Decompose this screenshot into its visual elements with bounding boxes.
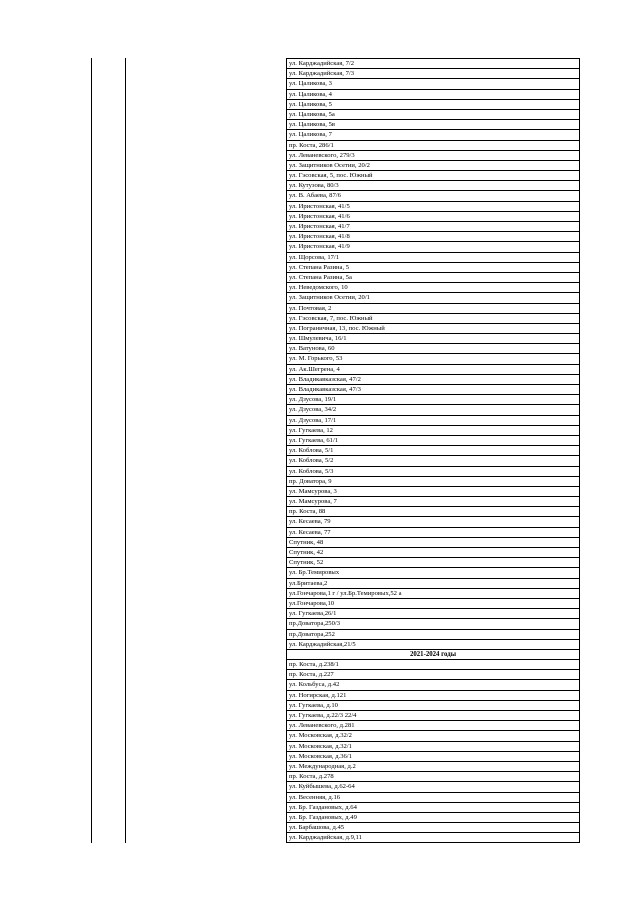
address-row: ул. Кесаева, 79: [287, 517, 579, 527]
address-row: ул. Владикавказская, 47/3: [287, 385, 579, 395]
address-row: ул. Иристонская, 41/5: [287, 202, 579, 212]
address-row: ул. Защитников Осетии, 20/1: [287, 293, 579, 303]
address-row: ул. Дзусова, 19/1: [287, 395, 579, 405]
address-row: ул. Московская, д.36/1: [287, 752, 579, 762]
address-row: ул. Пограничная, 13, пос. Южный: [287, 324, 579, 334]
address-rows-after: [287, 660, 579, 843]
address-row: ул. Степана Разина, 5: [287, 263, 579, 273]
address-row: ул. Барбашова, д.45: [287, 823, 579, 833]
address-row: ул. Карджадийская, 7/2: [287, 59, 579, 69]
column-border-middle: [125, 58, 126, 843]
address-row: ул. Цаликова, 5в: [287, 120, 579, 130]
address-row: Спутник, 48: [287, 538, 579, 548]
address-row: ул. Гугкаева, 61/1: [287, 436, 579, 446]
column-border-left: [91, 58, 92, 843]
address-row: ул. Мамсурова, 3: [287, 487, 579, 497]
address-row: ул. Неведомского, 10: [287, 283, 579, 293]
address-row: ул. Леваневского, 279/3: [287, 151, 579, 161]
address-row: ул. Куйбышева, д.62-64: [287, 782, 579, 792]
address-row: ул. Дзусова, 17/1: [287, 416, 579, 426]
address-row: ул. Весенняя, д.16: [287, 793, 579, 803]
address-row: ул. Гугкаева, 12: [287, 426, 579, 436]
address-row: ул.Гончарова,1 г / ул.Бр.Темировых,52 а: [287, 589, 579, 599]
address-row: ул. Ногирская, д.121: [287, 691, 579, 701]
address-row: ул. Коблова, 5/1: [287, 446, 579, 456]
address-row: ул. Коблова, 5/3: [287, 467, 579, 477]
address-row: ул. Ватунова, 60: [287, 344, 579, 354]
address-row: ул. Бр.Темировых: [287, 568, 579, 578]
address-row: ул. Цаликова, 4: [287, 90, 579, 100]
address-row: пр. Доватора, 9: [287, 477, 579, 487]
address-row: ул. Кольбуса, д.42: [287, 680, 579, 690]
address-row: ул. Щорсова, 17/1: [287, 253, 579, 263]
address-row: ул. Цаликова, 5: [287, 100, 579, 110]
address-row: ул. Гугкаева, д.10: [287, 701, 579, 711]
address-row: ул. Московская, д.32/1: [287, 742, 579, 752]
address-row: ул. Иристонская, 41/9: [287, 242, 579, 252]
address-row: пр. Коста, 88: [287, 507, 579, 517]
address-row: ул. Иристонская, 41/6: [287, 212, 579, 222]
address-row: ул. Международная, д.2: [287, 762, 579, 772]
address-row: пр.Доватора,250/3: [287, 619, 579, 629]
address-row: ул. В. Абаева, 87/6: [287, 191, 579, 201]
address-rows-before: [287, 59, 579, 650]
address-row: ул. Шмулевича, 16/1: [287, 334, 579, 344]
address-row: ул. Карджадийская,21/5: [287, 640, 579, 650]
address-row: ул. Бр. Газдановых, д.49: [287, 813, 579, 823]
address-row: ул. Бр. Газдановых, д.64: [287, 803, 579, 813]
address-row: пр. Коста, 286/1: [287, 141, 579, 151]
address-row: ул. Гэсовская, 7, пос. Южный: [287, 314, 579, 324]
address-row: Спутник, 52: [287, 558, 579, 568]
address-row: ул.Гончарова,10: [287, 599, 579, 609]
address-row: пр. Коста, д.238/1: [287, 660, 579, 670]
address-row: пр.Доватора,252: [287, 630, 579, 640]
address-row: ул. Гугкаева,26/1: [287, 609, 579, 619]
address-row: ул. Почтовая, 2: [287, 304, 579, 314]
address-row: ул. Степана Разина, 5а: [287, 273, 579, 283]
address-row: пр. Коста, д.278: [287, 772, 579, 782]
address-row: ул. Карджадийская, д.9,11: [287, 833, 579, 843]
address-row: ул. Коблова, 5/2: [287, 456, 579, 466]
address-row: ул. Гугкаева, д.22/3 22/4: [287, 711, 579, 721]
address-row: ул. Мамсурова, 7: [287, 497, 579, 507]
address-row: ул. Кутузова, 80/3: [287, 181, 579, 191]
address-row: ул. Леваневского, д.281: [287, 721, 579, 731]
address-row: ул.Бритаева,2: [287, 579, 579, 589]
section-title-2021-2024: 2021-2024 годы: [287, 650, 579, 660]
address-row: ул. Ак.Шегрена, 4: [287, 365, 579, 375]
address-row: ул. Владикавказская, 47/2: [287, 375, 579, 385]
address-row: ул. М. Горького, 53: [287, 354, 579, 364]
address-row: ул. Карджадийская, 7/3: [287, 69, 579, 79]
address-table: [286, 58, 580, 843]
address-row: ул. Московская, д.32/2: [287, 731, 579, 741]
address-row: ул. Гэсовская, 5, пос. Южный: [287, 171, 579, 181]
address-row: пр. Коста, д.227: [287, 670, 579, 680]
address-row: ул. Дзусова, 34/2: [287, 405, 579, 415]
address-row: ул. Кесаева, 77: [287, 528, 579, 538]
address-row: ул. Цаликова, 7: [287, 130, 579, 140]
address-row: ул. Защитников Осетии, 20/2: [287, 161, 579, 171]
address-row: Спутник, 42: [287, 548, 579, 558]
address-row: ул. Цаликова, 3: [287, 79, 579, 89]
address-row: ул. Иристонская, 41/7: [287, 222, 579, 232]
address-row: ул. Цаликова, 5а: [287, 110, 579, 120]
address-row: ул. Иристонская, 41/8: [287, 232, 579, 242]
